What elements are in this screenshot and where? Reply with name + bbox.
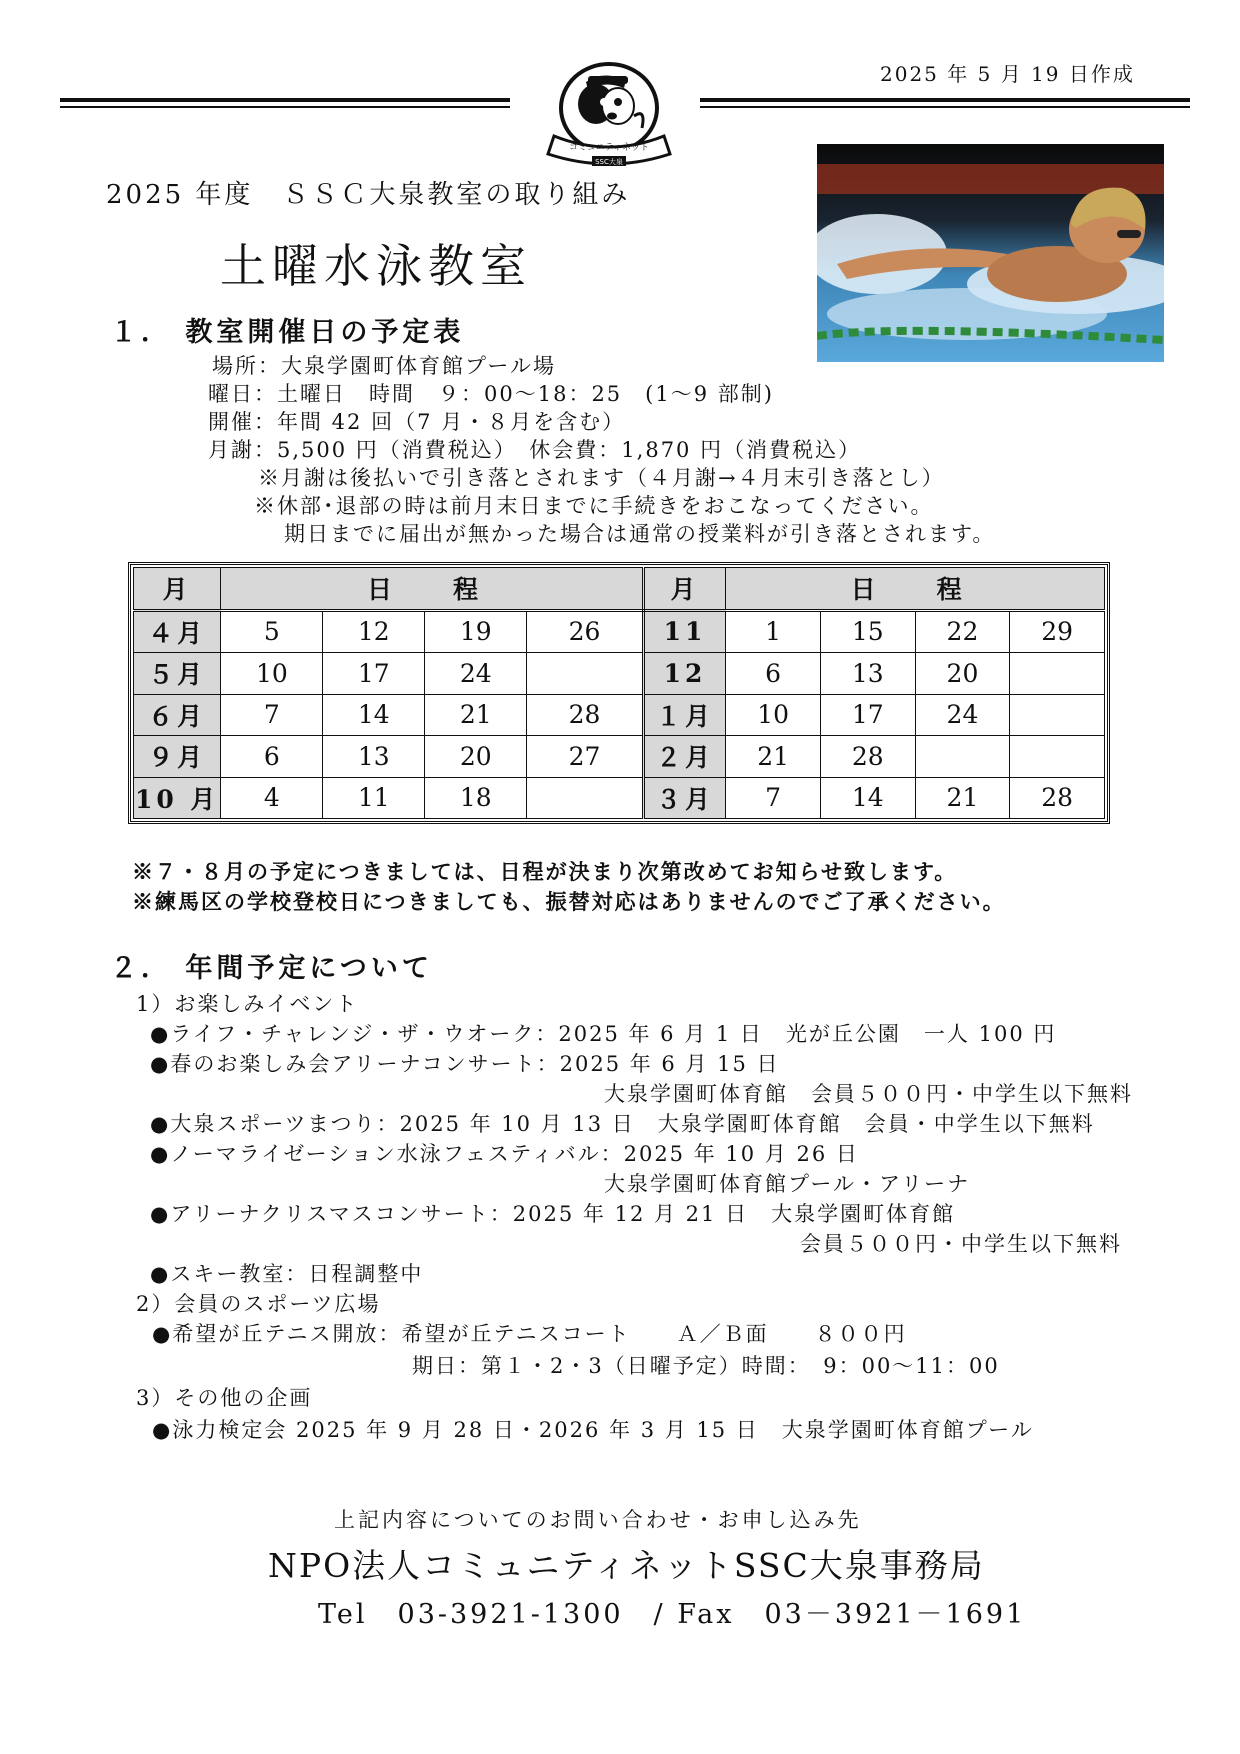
date-cell: 28 xyxy=(1010,777,1105,818)
month-cell: 12 xyxy=(643,653,726,694)
date-cell: 17 xyxy=(820,694,915,735)
tennis-schedule: 期日：第１・2・3（日曜予定）時間： 9：00～11：00 xyxy=(412,1354,1000,1378)
date-cell: 21 xyxy=(425,694,527,735)
fee-note-3: 期日までに届出が無かった場合は通常の授業料が引き落とされます。 xyxy=(284,522,996,546)
month-cell: ４月 xyxy=(134,610,221,653)
date-cell: 20 xyxy=(425,736,527,777)
event-swim-festival: ●ノーマライゼーション水泳フェスティバル：2025 年 10 月 26 日 xyxy=(150,1142,859,1166)
date-cell: 24 xyxy=(915,694,1010,735)
event-christmas-concert: ●アリーナクリスマスコンサート：2025 年 12 月 21 日 大泉学園町体育館 xyxy=(150,1202,956,1226)
organization-name: NPO法人コミュニティネットSSC大泉事務局 xyxy=(268,1546,985,1585)
month-cell: 11 xyxy=(643,610,726,653)
sessions-line: 開催：年間 42 回（7 月・８月を含む） xyxy=(208,410,626,434)
date-cell: 28 xyxy=(820,736,915,777)
tel-fax: Tel 03-3921-1300 / Fax 03－3921－1691 xyxy=(318,1599,1027,1630)
date-cell: 13 xyxy=(323,736,425,777)
month-cell: ５月 xyxy=(134,653,221,694)
month-header-right: 月 xyxy=(643,568,726,611)
sub-heading-other: 3）その他の企画 xyxy=(136,1386,313,1410)
logo-text-top: コミュニティネット xyxy=(568,143,650,153)
dates-header-right: 日 程 xyxy=(726,568,1105,611)
month-header-left: 月 xyxy=(134,568,221,611)
day-time-line: 曜日：土曜日 時間 ９：00～18：25 (1～9 部制) xyxy=(208,382,774,406)
date-cell: 28 xyxy=(527,694,644,735)
date-cell: 24 xyxy=(425,653,527,694)
tennis-open: ●希望が丘テニス開放：希望が丘テニスコート Ａ／Ｂ面 ８００円 xyxy=(152,1322,907,1346)
month-cell: １月 xyxy=(643,694,726,735)
date-cell: 10 xyxy=(726,694,821,735)
page-subtitle: 2025 年度 ＳＳＣ大泉教室の取り組み xyxy=(106,180,631,210)
month-cell: ３月 xyxy=(643,777,726,818)
date-cell: 4 xyxy=(221,777,323,818)
date-cell: 6 xyxy=(726,653,821,694)
date-cell: 7 xyxy=(221,694,323,735)
event-spring-concert-detail: 大泉学園町体育館 会員５００円・中学生以下無料 xyxy=(604,1082,1133,1106)
section2-heading: ２． 年間予定について xyxy=(110,953,433,984)
date-cell: 5 xyxy=(221,610,323,653)
date-cell: 26 xyxy=(527,610,644,653)
date-cell xyxy=(1010,736,1105,777)
date-cell: 19 xyxy=(425,610,527,653)
swimmer-photo xyxy=(817,144,1164,362)
schedule-row xyxy=(134,653,1105,694)
fee-note-1: ※月謝は後払いで引き落とされます（４月謝→４月末引き落とし） xyxy=(258,466,945,490)
date-cell: 11 xyxy=(323,777,425,818)
date-cell xyxy=(1010,653,1105,694)
date-cell: 21 xyxy=(915,777,1010,818)
date-cell: 21 xyxy=(726,736,821,777)
month-cell: ９月 xyxy=(134,736,221,777)
schedule-row xyxy=(134,736,1105,777)
date-cell: 27 xyxy=(527,736,644,777)
schedule-row xyxy=(134,610,1105,653)
date-cell: 6 xyxy=(221,736,323,777)
swim-test: ●泳力検定会 2025 年 9 月 28 日・2026 年 3 月 15 日 大泉学園町体育館プール xyxy=(152,1418,1034,1442)
logo-text-bottom: SSC大泉 xyxy=(595,158,623,166)
month-cell: 10 月 xyxy=(134,777,221,818)
date-cell: 12 xyxy=(323,610,425,653)
sub-heading-events: 1）お楽しみイベント xyxy=(136,992,359,1016)
date-cell xyxy=(1010,694,1105,735)
page-title: 土曜水泳教室 xyxy=(220,239,532,293)
schedule-note-2: ※練馬区の学校登校日につきましても、振替対応はありませんのでご了承ください。 xyxy=(132,889,1006,914)
event-walk: ●ライフ・チャレンジ・ザ・ウオーク：2025 年 6 月 1 日 光が丘公園 一人 100 円 xyxy=(150,1022,1057,1046)
date-cell: 14 xyxy=(820,777,915,818)
date-cell xyxy=(527,777,644,818)
date-cell: 29 xyxy=(1010,610,1105,653)
date-cell: 14 xyxy=(323,694,425,735)
header-rule-left xyxy=(60,98,510,108)
schedule-row xyxy=(134,777,1105,818)
date-cell: 20 xyxy=(915,653,1010,694)
date-cell: 18 xyxy=(425,777,527,818)
section1-heading: １． 教室開催日の予定表 xyxy=(110,317,465,348)
schedule-note-1: ※７・８月の予定につきましては、日程が決まり次第改めてお知らせ致します。 xyxy=(132,859,958,884)
date-cell: 1 xyxy=(726,610,821,653)
schedule-table xyxy=(128,562,1110,824)
event-spring-concert: ●春のお楽しみ会アリーナコンサート：2025 年 6 月 15 日 xyxy=(150,1052,780,1076)
month-cell: ６月 xyxy=(134,694,221,735)
date-cell: 10 xyxy=(221,653,323,694)
date-cell xyxy=(915,736,1010,777)
dates-header-left: 日 程 xyxy=(221,568,643,611)
date-created: 2025 年 5 月 19 日作成 xyxy=(880,62,1135,86)
fee-note-2: ※休部･退部の時は前月末日までに手続きをおこなってください。 xyxy=(254,494,934,518)
month-cell: ２月 xyxy=(643,736,726,777)
place-line: 場所：大泉学園町体育館プール場 xyxy=(212,354,556,378)
date-cell: 17 xyxy=(323,653,425,694)
date-cell xyxy=(527,653,644,694)
event-sports-festival: ●大泉スポーツまつり：2025 年 10 月 13 日 大泉学園町体育館 会員・中学生以下無料 xyxy=(150,1112,1095,1136)
schedule-row xyxy=(134,694,1105,735)
contact-label: 上記内容についてのお問い合わせ・お申し込み先 xyxy=(334,1508,862,1532)
fees-line: 月謝：5,500 円（消費税込） 休会費：1,870 円（消費税込） xyxy=(208,438,862,462)
header-rule-right xyxy=(700,98,1190,108)
schedule-header-row xyxy=(134,568,1105,611)
date-cell: 7 xyxy=(726,777,821,818)
date-cell: 13 xyxy=(820,653,915,694)
event-christmas-concert-detail: 会員５００円・中学生以下無料 xyxy=(800,1232,1122,1256)
ssc-logo xyxy=(534,58,684,166)
sub-heading-sports-plaza: 2）会員のスポーツ広場 xyxy=(136,1292,381,1316)
date-cell: 22 xyxy=(915,610,1010,653)
event-swim-festival-detail: 大泉学園町体育館プール・アリーナ xyxy=(604,1172,971,1196)
date-cell: 15 xyxy=(820,610,915,653)
event-ski-class: ●スキー教室：日程調整中 xyxy=(150,1262,424,1286)
